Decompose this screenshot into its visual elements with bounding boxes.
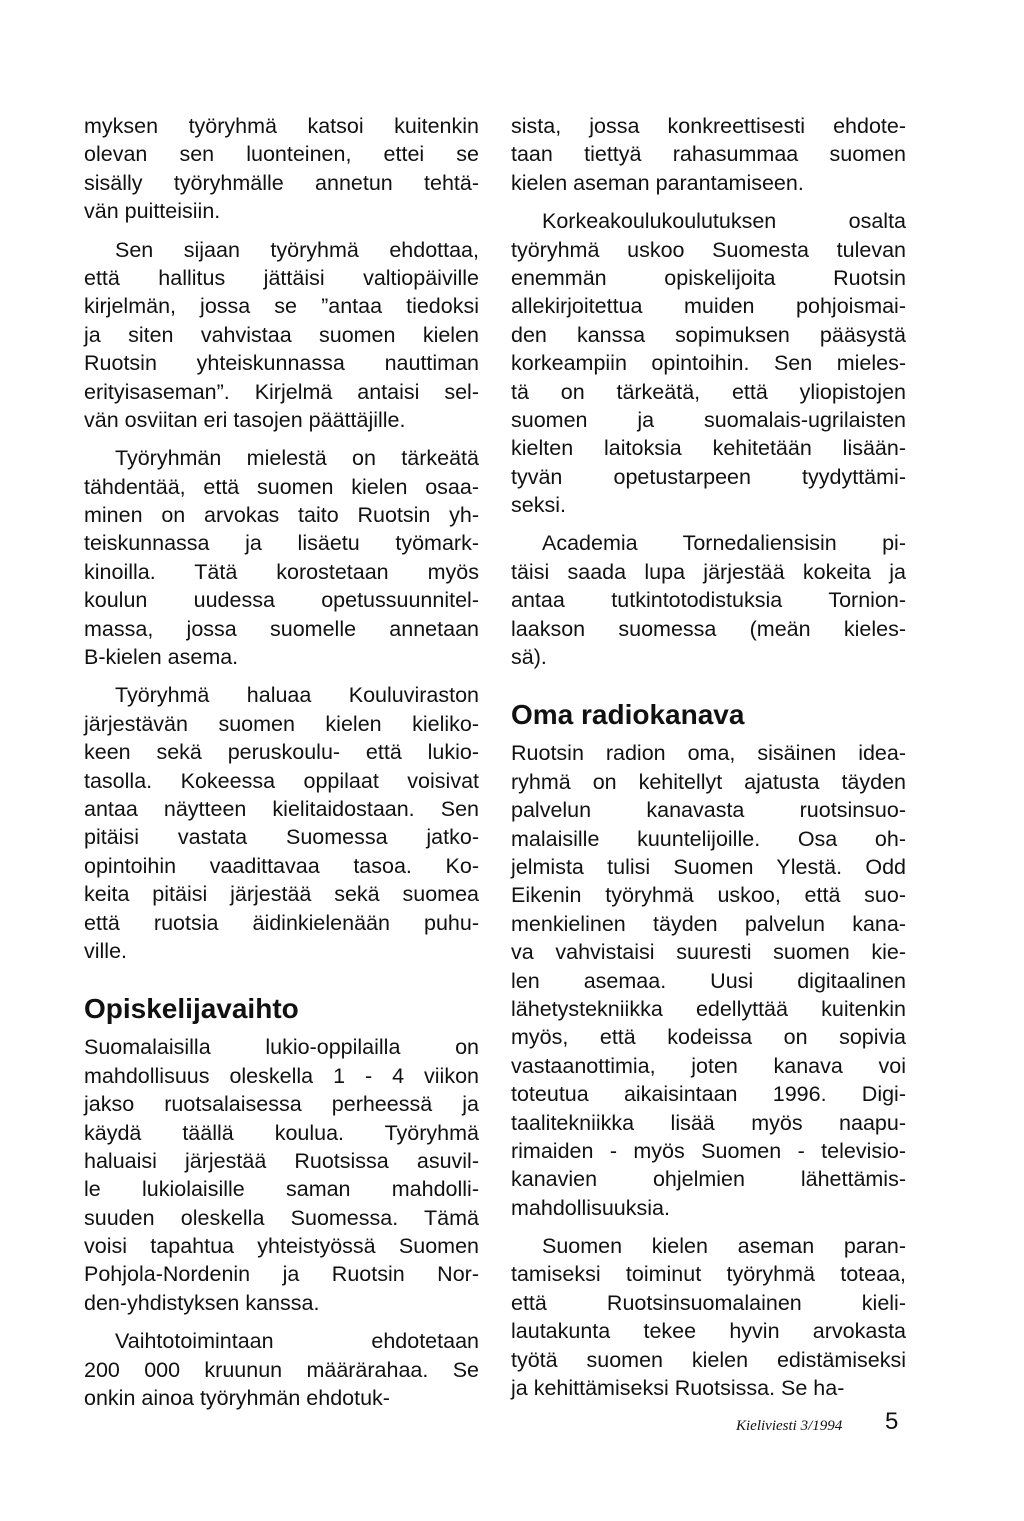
text-line: Suomalaisilla lukio-oppilailla on — [84, 1035, 479, 1060]
text-line: minen on arvokas taito Ruotsin yh- — [84, 503, 479, 528]
text-line: seksi. — [511, 493, 566, 518]
footer-publication: Kieliviesti 3/1994 — [736, 1418, 843, 1434]
text-line: vän puitteisiin. — [84, 199, 221, 224]
text-line: keita pitäisi järjestää sekä suomea — [84, 882, 479, 907]
text-line: Sen sijaan työryhmä ehdottaa, — [115, 237, 479, 262]
text-line: den kanssa sopimuksen pääsystä — [511, 322, 906, 347]
text-line: va vahvistaisi suuresti suomen kie- — [511, 940, 906, 965]
text-line: Academia Tornedaliensisin pi- — [542, 531, 906, 556]
text-line: sisälly työryhmälle annetun tehtä- — [84, 170, 479, 195]
text-line: ja kehittämiseksi Ruotsissa. Se ha- — [511, 1376, 845, 1401]
paragraph — [84, 681, 479, 965]
text-line: opintoihin vaadittavaa tasoa. Ko- — [84, 853, 479, 878]
paragraph — [511, 1232, 906, 1402]
text-line: mahdollisuus oleskella 1 - 4 viikon — [84, 1063, 479, 1088]
text-line: sista, jossa konkreettisesti ehdote- — [511, 114, 906, 138]
text-line: Eikenin työryhmä uskoo, että suo- — [511, 883, 906, 908]
paragraph — [511, 207, 906, 519]
text-line: järjestävän suomen kielen kieliko- — [84, 711, 479, 736]
text-line: tä on tärkeätä, että yliopistojen — [511, 379, 906, 404]
text-line: enemmän opiskelijoita Ruotsin — [511, 265, 906, 290]
text-line: kirjelmän, jossa se ”antaa tiedoksi — [84, 294, 479, 319]
text-line: käydä täällä koulua. Työryhmä — [84, 1120, 479, 1145]
text-line: toteutua aikaisintaan 1996. Digi- — [511, 1082, 906, 1107]
text-line: suuden oleskella Suomessa. Tämä — [84, 1205, 479, 1230]
text-line: tyvän opetustarpeen tyydyttämi- — [511, 464, 906, 489]
text-line: että hallitus jättäisi valtiopäiville — [84, 265, 479, 290]
text-line: vän osviitan eri tasojen päättäjille. — [84, 407, 406, 432]
text-line: tasolla. Kokeessa oppilaat voisivat — [84, 768, 479, 793]
text-line: kinoilla. Tätä korostetaan myös — [84, 559, 479, 584]
text-line: työtä suomen kielen edistämiseksi — [511, 1347, 906, 1372]
text-line: laakson suomessa (meän kieles- — [511, 616, 906, 641]
text-line: den-yhdistyksen kanssa. — [84, 1290, 320, 1315]
section-heading: Oma radiokanava — [511, 699, 745, 731]
text-line: Työryhmä haluaa Kouluviraston — [115, 683, 479, 708]
text-line: keen sekä peruskoulu- että lukio- — [84, 740, 479, 765]
text-line: jakso ruotsalaisessa perheessä ja — [84, 1092, 479, 1117]
paragraph — [511, 739, 906, 1222]
text-line: olevan sen luonteinen, ettei se — [84, 142, 479, 167]
text-line: tähdentää, että suomen kielen osaa- — [84, 474, 479, 499]
text-line: teiskunnassa ja lisäetu työmark- — [84, 531, 479, 556]
text-line: kielen aseman parantamiseen. — [511, 170, 804, 195]
text-line: palvelun kanavasta ruotsinsuo- — [511, 798, 906, 823]
text-line: myksen työryhmä katsoi kuitenkin — [84, 114, 479, 138]
text-line: pitäisi vastata Suomessa jatko- — [84, 825, 479, 850]
text-line: korkeampiin opintoihin. Sen mieles- — [511, 351, 906, 376]
text-line: täisi saada lupa järjestää kokeita ja — [511, 559, 906, 584]
text-line: myös, että kodeissa on sopivia — [511, 1025, 906, 1050]
paragraph — [84, 444, 479, 671]
text-line: että Ruotsinsuomalainen kieli- — [511, 1290, 906, 1315]
text-line: työryhmä uskoo Suomesta tulevan — [511, 237, 906, 262]
text-line: lautakunta tekee hyvin arvokasta — [511, 1319, 906, 1344]
text-line: malaisille kuuntelijoille. Osa oh- — [511, 826, 906, 851]
text-line: allekirjoitettua muiden pohjoismai- — [511, 294, 906, 319]
text-line: antaa tutkintotodistuksia Tornion- — [511, 588, 906, 613]
text-line: tamiseksi toiminut työryhmä toteaa, — [511, 1262, 906, 1287]
text-line: jelmista tulisi Suomen Ylestä. Odd — [511, 854, 906, 879]
text-line: antaa näytteen kielitaidostaan. Sen — [84, 796, 479, 821]
text-line: ville. — [84, 938, 128, 963]
left-column — [84, 112, 479, 1422]
paragraph — [84, 236, 479, 435]
page-number: 5 — [885, 1408, 899, 1435]
text-line: koulun uudessa opetussuunnitel- — [84, 588, 479, 613]
text-line: haluaisi järjestää Ruotsissa asuvil- — [84, 1148, 479, 1173]
text-line: Pohjola-Nordenin ja Ruotsin Nor- — [84, 1262, 479, 1287]
section-heading: Opiskelijavaihto — [84, 993, 299, 1025]
text-line: B-kielen asema. — [84, 645, 239, 670]
text-line: 200 000 kruunun määrärahaa. Se — [84, 1357, 479, 1382]
text-line: kanavien ohjelmien lähettämis- — [511, 1167, 906, 1192]
paragraph — [84, 1327, 479, 1412]
text-line: taalitekniikka lisää myös naapu- — [511, 1110, 906, 1135]
text-line: Ruotsin yhteiskunnassa nauttiman — [84, 351, 479, 376]
text-line: massa, jossa suomelle annetaan — [84, 616, 479, 641]
text-line: vastaanottimia, joten kanava voi — [511, 1053, 906, 1078]
text-line: len asemaa. Uusi digitaalinen — [511, 968, 906, 993]
text-line: lähetystekniikka edellyttää kuitenkin — [511, 996, 906, 1021]
text-line: onkin ainoa työryhmän ehdotuk- — [84, 1386, 390, 1411]
text-line: Korkeakoulukoulutuksen osalta — [542, 209, 906, 234]
text-line: Työryhmän mielestä on tärkeätä — [115, 446, 479, 471]
text-line: Ruotsin radion oma, sisäinen idea- — [511, 741, 906, 766]
paragraph — [511, 112, 906, 197]
text-line: mahdollisuuksia. — [511, 1195, 670, 1220]
text-line: taan tiettyä rahasummaa suomen — [511, 142, 906, 167]
text-line: Vaihtotoimintaan ehdotetaan — [115, 1329, 479, 1354]
text-line: että ruotsia äidinkielenään puhu- — [84, 910, 479, 935]
paragraph — [84, 1033, 479, 1317]
right-column — [511, 112, 906, 1412]
text-line: rimaiden - myös Suomen - televisio- — [511, 1138, 906, 1163]
text-line: Suomen kielen aseman paran- — [542, 1234, 906, 1259]
text-line: menkielinen täyden palvelun kana- — [511, 911, 906, 936]
text-line: voisi tapahtua yhteistyössä Suomen — [84, 1234, 479, 1259]
text-line: erityisaseman”. Kirjelmä antaisi sel- — [84, 379, 479, 404]
text-line: sä). — [511, 645, 547, 670]
text-line: suomen ja suomalais-ugrilaisten — [511, 407, 906, 432]
paragraph — [511, 529, 906, 671]
text-line: kielten laitoksia kehitetään lisään- — [511, 436, 906, 461]
text-line: ryhmä on kehitellyt ajatusta täyden — [511, 769, 906, 794]
text-line: ja siten vahvistaa suomen kielen — [84, 322, 479, 347]
text-line: le lukiolaisille saman mahdolli- — [84, 1177, 479, 1202]
paragraph — [84, 112, 479, 226]
